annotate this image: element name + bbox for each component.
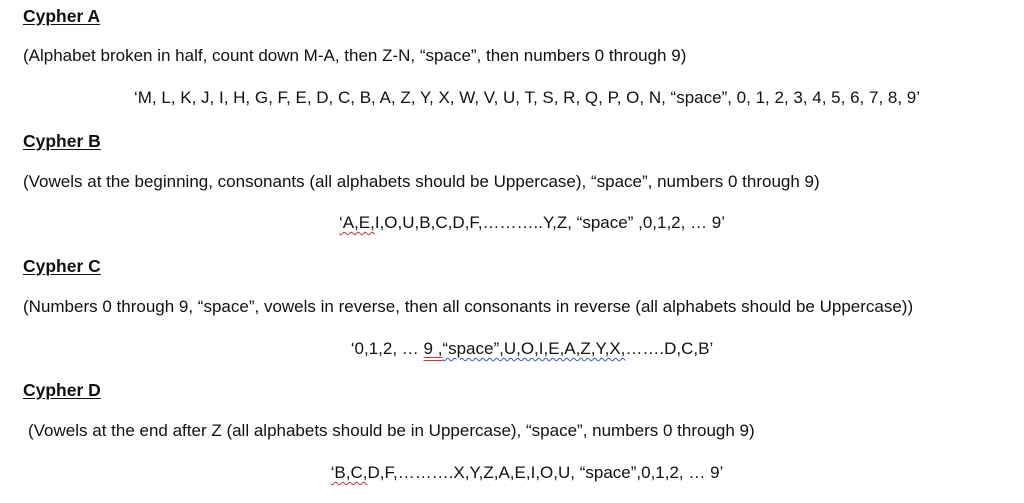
cypher-a-heading: Cypher A — [23, 6, 101, 26]
cypher-b-description: (Vowels at the beginning, consonants (all alphabets should be Uppercase), “space”, numbers 0 through 9) — [23, 172, 820, 191]
spellcheck-marked-text: 9 , — [423, 339, 443, 358]
spellcheck-marked-text: ‘A,E, — [338, 213, 375, 232]
sequence-text: I,O,U,B,C,D,F,………..Y,Z, “space” ,0,1,2, … 9’ — [374, 213, 726, 232]
cypher-d-sequence — [0, 463, 1024, 483]
sequence-text: …….D,C,B’ — [625, 339, 714, 358]
cypher-c-sequence — [0, 339, 1024, 359]
cypher-c-heading: Cypher C — [23, 256, 101, 276]
sequence-text: D,F,……….X,Y,Z,A,E,I,O,U, “space”,0,1,2, … 9’ — [367, 463, 724, 482]
cypher-b-heading: Cypher B — [23, 131, 101, 151]
cypher-a-sequence: ‘M, L, K, J, I, H, G, F, E, D, C, B, A, Z, Y, X, W, V, U, T, S, R, Q, P, O, N, “space”, 0, 1, 2, 3, 4, 5, 6, 7, 8, 9’ — [133, 88, 921, 107]
cypher-a-description: (Alphabet broken in half, count down M-A, then Z-N, “space”, then numbers 0 through 9) — [23, 46, 687, 65]
cypher-d-heading: Cypher D — [23, 380, 101, 400]
spellcheck-marked-text: ‘B,C, — [330, 463, 368, 482]
cypher-b-sequence — [0, 213, 1024, 233]
cypher-c-description: (Numbers 0 through 9, “space”, vowels in reverse, then all consonants in reverse (all alphabets should be Uppercase)) — [23, 297, 914, 316]
cypher-d-description: (Vowels at the end after Z (all alphabets should be in Uppercase), “space”, numbers 0 through 9) — [28, 421, 755, 440]
grammar-marked-text: “space”,U,O,I,E,A,Z,Y,X, — [442, 339, 626, 358]
sequence-text: ‘0,1,2, … — [350, 339, 424, 358]
